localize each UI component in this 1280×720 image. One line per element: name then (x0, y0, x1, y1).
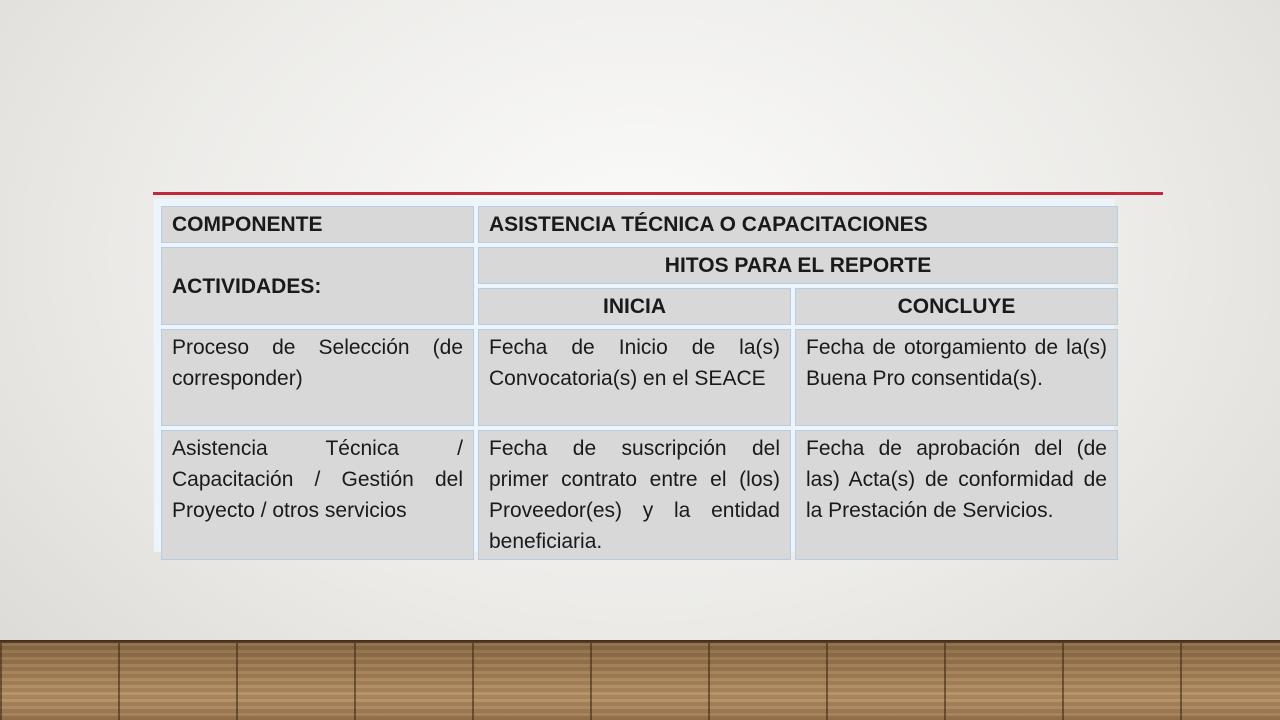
row2-actividad: Asistencia Técnica / Capacitación / Gestión del Proyecto / otros servicios (161, 430, 474, 560)
row1-concluye: Fecha de otorgamiento de la(s) Buena Pro consentida(s). (795, 329, 1118, 426)
table-row (161, 206, 1118, 243)
row1-inicia: Fecha de Inicio de la(s) Convocatoria(s) en el SEACE (478, 329, 791, 426)
header-asistencia: ASISTENCIA TÉCNICA O CAPACITACIONES (478, 206, 1118, 243)
header-inicia: INICIA (478, 288, 791, 325)
table-row (161, 329, 1118, 426)
row2-concluye: Fecha de aprobación del (de las) Acta(s) de conformidad de la Prestación de Servicios. (795, 430, 1118, 560)
table-row (161, 247, 1118, 284)
hitos-table (154, 199, 1114, 552)
header-componente: COMPONENTE (161, 206, 474, 243)
header-actividades: ACTIVIDADES: (161, 247, 474, 325)
row2-inicia: Fecha de suscripción del primer contrato entre el (los) Proveedor(es) y la entidad beneficiaria. (478, 430, 791, 560)
wood-floor (0, 643, 1280, 720)
header-hitos: HITOS PARA EL REPORTE (478, 247, 1118, 284)
table (157, 202, 1122, 564)
header-concluye: CONCLUYE (795, 288, 1118, 325)
table-row (161, 430, 1118, 560)
title-divider (153, 192, 1163, 195)
row1-actividad: Proceso de Selección (de corresponder) (161, 329, 474, 426)
